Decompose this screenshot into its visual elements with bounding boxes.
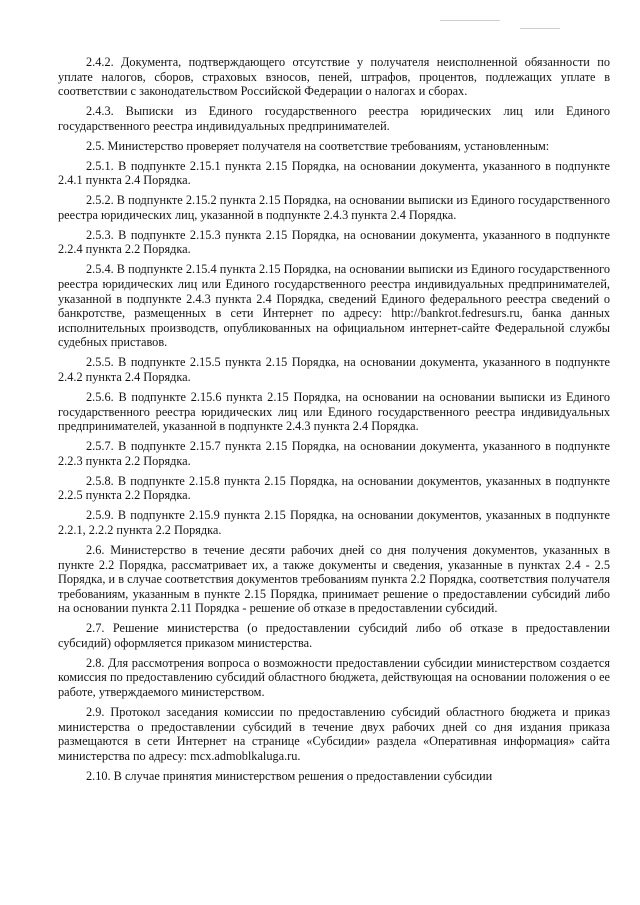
paragraph-2-5-9: 2.5.9. В подпункте 2.15.9 пункта 2.15 Порядка, на основании документов, указанных в подпункте 2.2.1, 2.2.2 пункта 2.2 Порядка.: [58, 508, 610, 537]
paragraph-2-8: 2.8. Для рассмотрения вопроса о возможности предоставлении субсидии министерством создается комиссия по предоставлению субсидий областного бюджета, действующая на основании положения о ее работе, утверждаемого министерством.: [58, 655, 610, 700]
scan-noise-mark: [440, 20, 500, 21]
paragraph-2-5-7: 2.5.7. В подпункте 2.15.7 пункта 2.15 Порядка, на основании документа, указанного в подпункте 2.2.3 пункта 2.2 Порядка.: [58, 439, 610, 468]
paragraph-2-6: 2.6. Министерство в течение десяти рабочих дней со дня получения документов, указанных в пункте 2.2 Порядка, рассматривает их, а также документы и сведения, указанные в пунктах 2.4 - 2.5 Порядка, и в случае соответствия документов требованиям пункта 2.2 Порядка, соответствия получателя требованиям, указанным в пункте 2.15 Порядка, принимает решение о предоставлении субсидий либо на основании пункта 2.11 Порядка - решение об отказе в предоставлении субсидий.: [58, 542, 610, 616]
paragraph-2-5-2: 2.5.2. В подпункте 2.15.2 пункта 2.15 Порядка, на основании выписки из Единого государственного реестра юридических лиц, указанной в подпункте 2.4.3 пункта 2.4 Порядка.: [58, 193, 610, 222]
paragraph-2-5-6: 2.5.6. В подпункте 2.15.6 пункта 2.15 Порядка, на основании на основании выписки из Единого государственного реестра юридических лиц или Единого государственного реестра индивидуальных предпринимателей, указанной в подпункте 2.4.3 пункта 2.4 Порядка.: [58, 390, 610, 434]
paragraph-2-5: 2.5. Министерство проверяет получателя на соответствие требованиям, установленным:: [86, 138, 550, 153]
paragraph-2-7: 2.7. Решение министерства (о предоставлении субсидий либо об отказе в предоставлении субсидий) оформляется приказом министерства.: [58, 621, 610, 650]
paragraph-2-10: 2.10. В случае принятия министерством решения о предоставлении субсидии: [86, 768, 493, 783]
paragraph-2-5-3: 2.5.3. В подпункте 2.15.3 пункта 2.15 Порядка, на основании документа, указанного в подпункте 2.2.4 пункта 2.2 Порядка.: [58, 227, 610, 257]
paragraph-2-5-1: 2.5.1. В подпункте 2.15.1 пункта 2.15 Порядка, на основании документа, указанного в подпункте 2.4.1 пункта 2.4 Порядка.: [58, 158, 610, 188]
paragraph-2-4-3: 2.4.3. Выписки из Единого государственного реестра юридических лиц или Единого государственного реестра индивидуальных предпринимателей.: [58, 104, 610, 133]
scan-noise-mark: [520, 28, 560, 29]
paragraph-2-5-5: 2.5.5. В подпункте 2.15.5 пункта 2.15 Порядка, на основании документа, указанного в подпункте 2.4.2 пункта 2.4 Порядка.: [58, 355, 610, 385]
paragraph-2-4-2: 2.4.2. Документа, подтверждающего отсутствие у получателя неисполненной обязанности по уплате налогов, сборов, страховых взносов, пеней, штрафов, процентов, подлежащих уплате в соответствии с законодательством Российской Федерации о налогах и сборах.: [58, 55, 610, 99]
paragraph-2-5-8: 2.5.8. В подпункте 2.15.8 пункта 2.15 Порядка, на основании документов, указанных в подпункте 2.2.5 пункта 2.2 Порядка.: [58, 473, 610, 503]
paragraph-2-5-4: 2.5.4. В подпункте 2.15.4 пункта 2.15 Порядка, на основании выписки из Единого государственного реестра юридических лиц или Единого государственного реестра индивидуальных предпринимателей, указанной в подпункте 2.4.3 пункта 2.4 Порядка, сведений Единого федерального реестра сведений о банкротстве, размещенных в сети Интернет по адресу: http://bankrot.fedresurs.ru, банка данных исполнительных производств, опубликованных на официальном интернет-сайте Федеральной службы судебных приставов.: [58, 262, 610, 350]
document-body: [58, 55, 610, 783]
paragraph-2-9: 2.9. Протокол заседания комиссии по предоставлению субсидий областного бюджета и приказ министерства о предоставлении субсидий в течение двух рабочих дней со дня издания приказа размещаются в сети Интернет на странице «Субсидии» раздела «Оперативная информация» сайта министерства по адресу: mcx.admoblkaluga.ru.: [58, 705, 610, 763]
